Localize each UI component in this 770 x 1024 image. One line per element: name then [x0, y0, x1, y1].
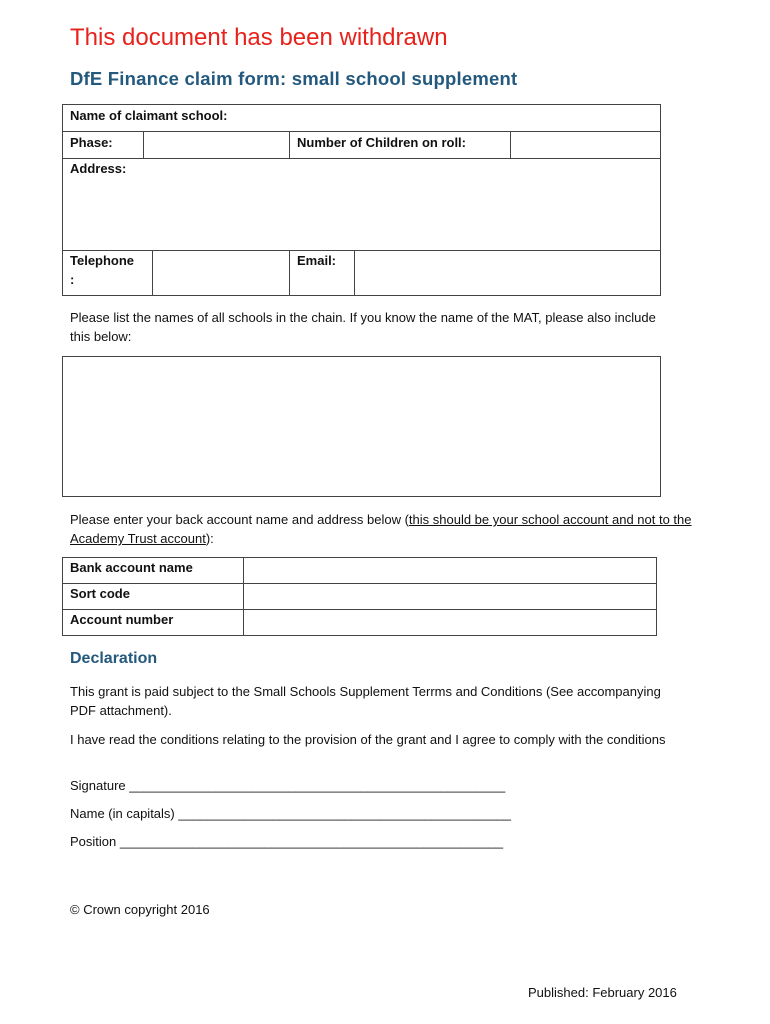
email-field[interactable]: [354, 250, 661, 296]
account-number-label: Account number: [70, 612, 174, 627]
claimant-school-row[interactable]: [62, 104, 661, 132]
name-capitals-line[interactable]: Name (in capitals) ______________________________________________: [70, 806, 511, 821]
signature-line[interactable]: Signature ____________________________________________________: [70, 778, 506, 793]
page-title: DfE Finance claim form: small school supplement: [70, 68, 518, 89]
schools-list-field[interactable]: [62, 356, 661, 497]
sort-code-field[interactable]: [243, 583, 657, 610]
account-number-label-cell: [62, 609, 244, 636]
bank-instruction-prefix: Please enter your back account name and address below (: [70, 512, 409, 527]
phase-label: Phase:: [70, 135, 113, 150]
account-number-field[interactable]: [243, 609, 657, 636]
claimant-school-label: Name of claimant school:: [70, 108, 228, 123]
phase-field[interactable]: [143, 131, 290, 159]
telephone-field[interactable]: [152, 250, 290, 296]
email-label: Email:: [297, 253, 337, 268]
telephone-label: Telephone: [70, 253, 135, 268]
address-field[interactable]: [62, 158, 661, 251]
children-label: Number of Children on roll:: [297, 135, 466, 150]
telephone-label-cell: [62, 250, 153, 296]
bank-name-field[interactable]: [243, 557, 657, 584]
bank-name-label-cell: [62, 557, 244, 584]
declaration-heading: Declaration: [70, 650, 158, 667]
children-label-cell: [289, 131, 511, 159]
position-line[interactable]: Position _____________________________________________________: [70, 834, 504, 849]
phase-label-cell: [62, 131, 144, 159]
bank-instruction-underlined: this should be your school account and not to the Academy Trust account: [70, 512, 692, 546]
bank-instruction: [70, 510, 695, 548]
telephone-colon: :: [70, 272, 75, 287]
sort-code-label: Sort code: [70, 586, 130, 601]
email-label-cell: [289, 250, 355, 296]
sort-code-label-cell: [62, 583, 244, 610]
schools-instruction: Please list the names of all schools in the chain. If you know the name of the MAT, please also include this below:: [70, 310, 656, 344]
declaration-para2: I have read the conditions relating to the provision of the grant and I agree to comply with the conditions: [70, 732, 666, 747]
declaration-para1: This grant is paid subject to the Small Schools Supplement Terrms and Conditions (See accompanying PDF attachment).: [70, 684, 661, 718]
address-label: Address:: [70, 161, 127, 176]
published-date: Published: February 2016: [528, 985, 677, 1000]
bank-name-label: Bank account name: [70, 560, 193, 575]
bank-instruction-suffix: ):: [205, 531, 214, 546]
withdrawn-banner: This document has been withdrawn: [70, 24, 448, 51]
copyright: © Crown copyright 2016: [70, 902, 210, 917]
children-field[interactable]: [510, 131, 661, 159]
